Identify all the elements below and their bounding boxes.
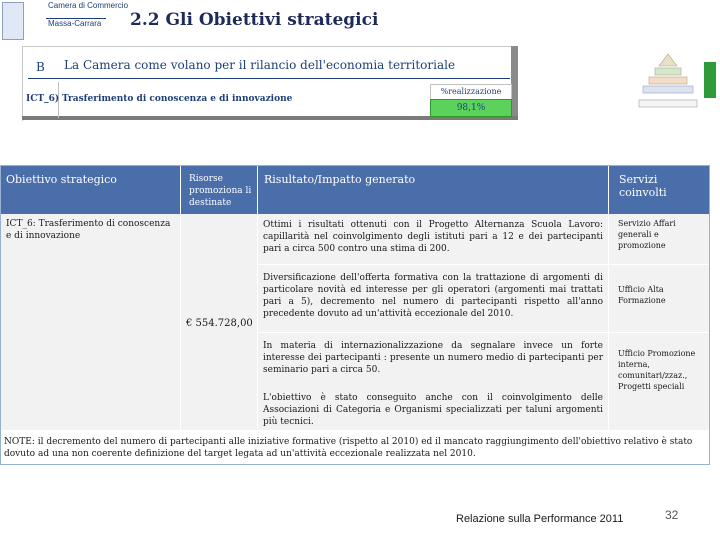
- service-row-2: Ufficio Alta Formazione: [618, 285, 666, 305]
- banner-title: La Camera come volano per il rilancio dell'economia territoriale: [64, 58, 456, 72]
- result-row-1: Ottimi i risultati ottenuti con il Progetto Alternanza Scuola Lavoro: capillarità nel coinvolgimento degli istituti pari a 12 e dei partecipanti pari a circa 500 contro una stima di 200.: [263, 220, 603, 254]
- pyramid-diagram: [635, 52, 701, 110]
- side-tab: [704, 62, 716, 98]
- service-row-3: Ufficio Promozione interna, comunitari/zzaz., Progetti speciali: [618, 349, 696, 391]
- header-servizi-label: Servizi coinvolti: [619, 173, 667, 199]
- resources-value: € 554.728,00: [186, 318, 253, 329]
- result-row-2: Diversificazione dell'offerta formativa con la trattazione di argomenti di particolare novità ed interesse per gli operatori (argomenti mai trattati pari a 5), decremento nel numero di partecipanti rispetto all'anno precedente dovuto ad un'attività eccezionale del 2010.: [263, 273, 603, 319]
- service-row-1: Servizio Affari generali e promozione: [618, 219, 676, 250]
- objective-text: ICT_6: Trasferimento di conoscenza e di innovazione: [6, 219, 171, 241]
- result-row-3: In materia di internazionalizzazione da segnalare invece un forte interesse dei partecipanti : presente un numero medio di partecipanti per seminario pari a circa 50.: [263, 341, 603, 375]
- logo-divider: [46, 18, 106, 19]
- header-obiettivo-label: Obiettivo strategico: [6, 173, 117, 186]
- header-risultato-label: Risultato/Impatto generato: [264, 173, 416, 186]
- banner-ict-code: ICT_6): [26, 94, 60, 104]
- logo-text: [48, 2, 128, 28]
- logo-line-2: Massa-Carrara: [48, 19, 102, 28]
- banner-ict-description: Trasferimento di conoscenza e di innovazione: [62, 94, 293, 104]
- banner-shadow-right: [511, 46, 518, 120]
- logo-line-1: Camera di Commercio: [48, 1, 129, 10]
- realization-value: 98,1%: [430, 99, 512, 117]
- table-border: [0, 165, 710, 465]
- table-note: NOTE: il decremento del numero di partecipanti alle iniziative formative (rispetto al 2010) ed il mancato raggiungimento dell'obiettivo relativo è stato dovuto ad una non coerente definizione del target legata ad un'attività eccezionale realizzata nel 2010.: [4, 437, 693, 459]
- page-title: 2.2 Gli Obiettivi strategici: [130, 10, 379, 30]
- header-risorse-label: Risorse promoziona li destinate: [189, 174, 252, 208]
- logo-emblem: [2, 2, 24, 40]
- page-number: 32: [665, 508, 679, 522]
- realization-label: %realizzazione: [430, 84, 512, 100]
- banner-letter: B: [36, 60, 45, 74]
- footer-text: Relazione sulla Performance 2011: [456, 513, 624, 525]
- result-row-4: L'obiettivo è stato conseguito anche con il coinvolgimento delle Associazioni di Categoria e Organismi specializzati per taluni argomenti più tecnici.: [263, 393, 603, 427]
- banner-rule: [28, 78, 510, 79]
